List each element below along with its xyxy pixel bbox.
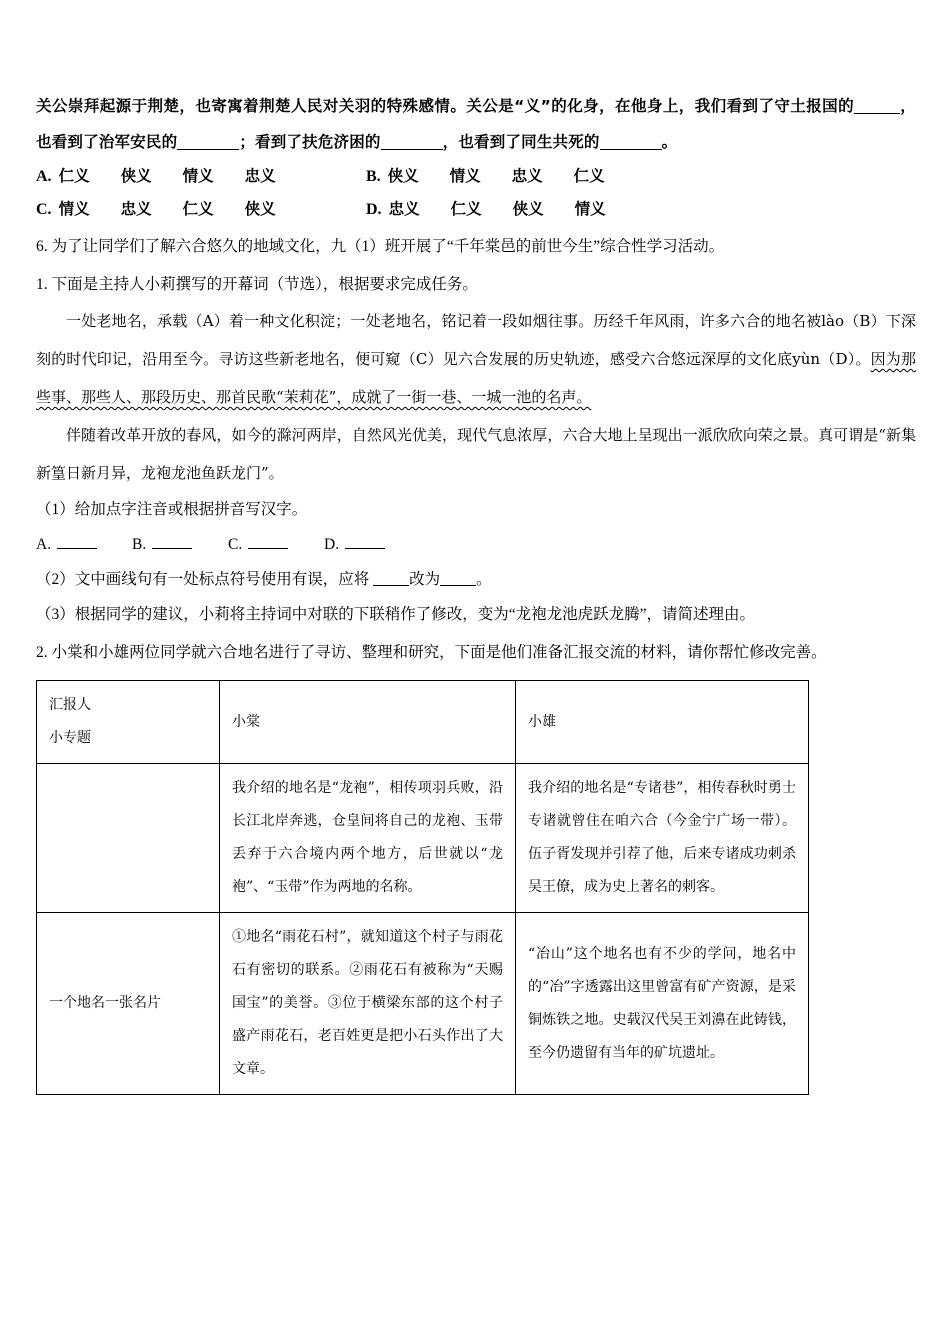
option-b-word-1: 侠义 bbox=[387, 167, 419, 185]
table-row-2-col-3: “冶山”这个地名也有不少的学问，地名中的“冶”字透露出这里曾富有矿产资源，是采铜炼铁之地。史载汉代吴王刘濞在此铸钱，至今仍遗留有当年的矿坑遗址。 bbox=[516, 913, 809, 1095]
option-b-word-3: 忠义 bbox=[511, 167, 543, 185]
sub-question-3 bbox=[36, 597, 916, 632]
answer-blank-b[interactable] bbox=[132, 527, 228, 562]
option-c-word-2: 忠义 bbox=[120, 200, 152, 218]
opening-speech-passage bbox=[36, 302, 916, 492]
sub-question-1-answer-blanks bbox=[36, 527, 916, 562]
q5-stem-part3: ；看到了扶危济困的 bbox=[239, 133, 381, 151]
task-2-number: 2. bbox=[36, 644, 48, 661]
answer-blank-d-line[interactable] bbox=[345, 548, 385, 549]
table-row-1-col-3: 我介绍的地名是“专诸巷”，相传春秋时勇士专诸就曾住在咱六合（今金宁广场一带）。伍子胥发现并引荐了他，后来专诸成功刺杀吴王僚，成为史上著名的刺客。 bbox=[516, 764, 809, 913]
question-6-number: 6. bbox=[36, 238, 48, 255]
option-d-word-2: 仁义 bbox=[450, 200, 482, 218]
table-corner-line-2: 小专题 bbox=[49, 730, 91, 746]
task-2-text: 小棠和小雄两位同学就六合地名进行了寻访、整理和研究，下面是他们准备汇报交流的材料，请你帮忙修改完善。 bbox=[51, 644, 827, 661]
table-corner-line-1: 汇报人 bbox=[49, 697, 91, 713]
sub-question-1-label bbox=[36, 492, 916, 527]
option-a-letter: A. bbox=[36, 168, 52, 185]
task-1-text: 下面是主持人小莉撰写的开幕词（节选），根据要求完成任务。 bbox=[51, 276, 478, 293]
q5-stem-part2: ，也看到了治军安民的 bbox=[36, 97, 916, 151]
option-d-words bbox=[389, 193, 637, 226]
table-corner-cell bbox=[37, 681, 220, 764]
option-d-word-3: 侠义 bbox=[512, 200, 544, 218]
answer-blank-c[interactable] bbox=[228, 527, 324, 562]
table-header-row bbox=[37, 681, 809, 764]
question-5-stem bbox=[36, 88, 916, 160]
table-row-1-label bbox=[37, 764, 220, 913]
answer-blank-b-line[interactable] bbox=[152, 548, 192, 549]
question-5-options bbox=[36, 160, 916, 226]
sub-question-1-text: （1）给加点字注音或根据拼音写汉字。 bbox=[36, 501, 308, 518]
option-b-letter: B. bbox=[366, 168, 381, 185]
option-c-letter: C. bbox=[36, 201, 52, 218]
option-a-word-3: 情义 bbox=[182, 167, 214, 185]
q5-blank-4[interactable] bbox=[600, 149, 662, 150]
option-b[interactable] bbox=[366, 160, 636, 193]
table-row-1-col-2: 我介绍的地名是“龙袍”，相传项羽兵败，沿长江北岸奔逃，仓皇间将自己的龙袍、玉带丢弃于六合境内两个地方，后世就以“龙袍”、“玉带”作为两地的名称。 bbox=[220, 764, 516, 913]
option-row-cd bbox=[36, 193, 916, 226]
answer-blank-d-label: D. bbox=[324, 536, 340, 553]
passage-paragraph-2 bbox=[36, 416, 916, 492]
q5-blank-1[interactable] bbox=[854, 113, 900, 114]
sub-question-2-text-before: （2）文中画线句有一处标点符号使用有误，应将 bbox=[36, 571, 370, 588]
answer-blank-c-label: C. bbox=[228, 536, 243, 553]
answer-blank-d[interactable] bbox=[324, 527, 420, 562]
passage-p2-line2: 真可谓是“新集新篁日新月异，龙袍龙池鱼跃龙门”。 bbox=[36, 426, 916, 482]
sub-question-2-blank-2[interactable] bbox=[440, 585, 476, 586]
option-row-ab bbox=[36, 160, 916, 193]
sub-question-2-text-middle: 改为 bbox=[409, 571, 441, 588]
answer-blank-a[interactable] bbox=[36, 527, 132, 562]
q5-stem-part5: 。 bbox=[661, 133, 678, 151]
answer-blank-b-label: B. bbox=[132, 536, 147, 553]
option-c-words bbox=[59, 193, 307, 226]
option-d-word-1: 忠义 bbox=[388, 200, 420, 218]
option-c-word-1: 情义 bbox=[58, 200, 90, 218]
option-b-word-2: 情义 bbox=[449, 167, 481, 185]
passage-p2-line1: 伴随着改革开放的春风，如今的滁河两岸，自然风光优美，现代气息浓厚，六合大地上呈现出一派欣欣向荣之景。 bbox=[66, 426, 819, 444]
table-header-col-2: 小棠 bbox=[220, 681, 516, 764]
q5-stem-part1: 关公崇拜起源于荆楚，也寄寓着荆楚人民对关羽的特殊感情。关公是“义”的化身，在他身上，我们看到了守土报国的 bbox=[36, 97, 855, 115]
passage-p1-underlined-sentence: 因为那些事、那些人、那段历史、那首民歌“茉莉花”，成就了一街一巷、一城一池的名声。 bbox=[36, 350, 916, 406]
passage-paragraph-1 bbox=[36, 302, 916, 416]
sub-question-3-text: （3）根据同学的建议，小莉将主持词中对联的下联稍作了修改，变为“龙袍龙池虎跃龙腾”，请简述理由。 bbox=[36, 606, 756, 623]
passage-p1-plain: 一处老地名，承载（A）着一种文化积淀；一处老地名，铭记着一段如烟往事。历经千年风雨，许多六合的地名被lào（B）下深刻的时代印记，沿用至今。寻访这些新老地名，便可窥（C）见六合发展的历史轨迹，感受六合悠远深厚的文化底yùn（D）。 bbox=[36, 312, 916, 368]
option-a-word-1: 仁义 bbox=[58, 167, 90, 185]
answer-blank-c-line[interactable] bbox=[248, 548, 288, 549]
q5-blank-2[interactable] bbox=[177, 149, 239, 150]
table-row-2-label: 一个地名一张名片 bbox=[37, 913, 220, 1095]
sub-question-2 bbox=[36, 562, 916, 597]
task-2-line bbox=[36, 636, 916, 670]
answer-blank-a-label: A. bbox=[36, 536, 52, 553]
sub-question-2-text-after: 。 bbox=[476, 571, 492, 588]
option-d-word-4: 情义 bbox=[574, 200, 606, 218]
q5-blank-3[interactable] bbox=[381, 149, 443, 150]
question-6-line bbox=[36, 230, 916, 264]
option-c[interactable] bbox=[36, 193, 366, 226]
table-row bbox=[37, 913, 809, 1095]
option-d-letter: D. bbox=[366, 201, 382, 218]
question-6-text: 为了让同学们了解六合悠久的地域文化，九（1）班开展了“千年棠邑的前世今生”综合性学习活动。 bbox=[51, 238, 725, 255]
answer-blank-a-line[interactable] bbox=[57, 548, 97, 549]
option-b-word-4: 仁义 bbox=[573, 167, 605, 185]
option-a-word-2: 侠义 bbox=[120, 167, 152, 185]
option-c-word-3: 仁义 bbox=[182, 200, 214, 218]
option-a-words bbox=[59, 160, 307, 193]
option-a[interactable] bbox=[36, 160, 366, 193]
task-1-number: 1. bbox=[36, 276, 48, 293]
table-header-col-3: 小雄 bbox=[516, 681, 809, 764]
materials-table bbox=[36, 680, 809, 1095]
option-a-word-4: 忠义 bbox=[244, 167, 276, 185]
q5-stem-part4: ，也看到了同生共死的 bbox=[442, 133, 600, 151]
option-c-word-4: 侠义 bbox=[244, 200, 276, 218]
option-d[interactable] bbox=[366, 193, 637, 226]
task-1-line bbox=[36, 268, 916, 302]
table-row-2-col-2: ①地名“雨花石村”，就知道这个村子与雨花石有密切的联系。②雨花石有被称为“天赐国宝”的美誉。③位于横梁东部的这个村子盛产雨花石，老百姓更是把小石头作出了大文章。 bbox=[220, 913, 516, 1095]
page-content bbox=[36, 88, 916, 1095]
table-row bbox=[37, 764, 809, 913]
sub-question-2-blank-1[interactable] bbox=[373, 585, 409, 586]
option-b-words bbox=[388, 160, 636, 193]
